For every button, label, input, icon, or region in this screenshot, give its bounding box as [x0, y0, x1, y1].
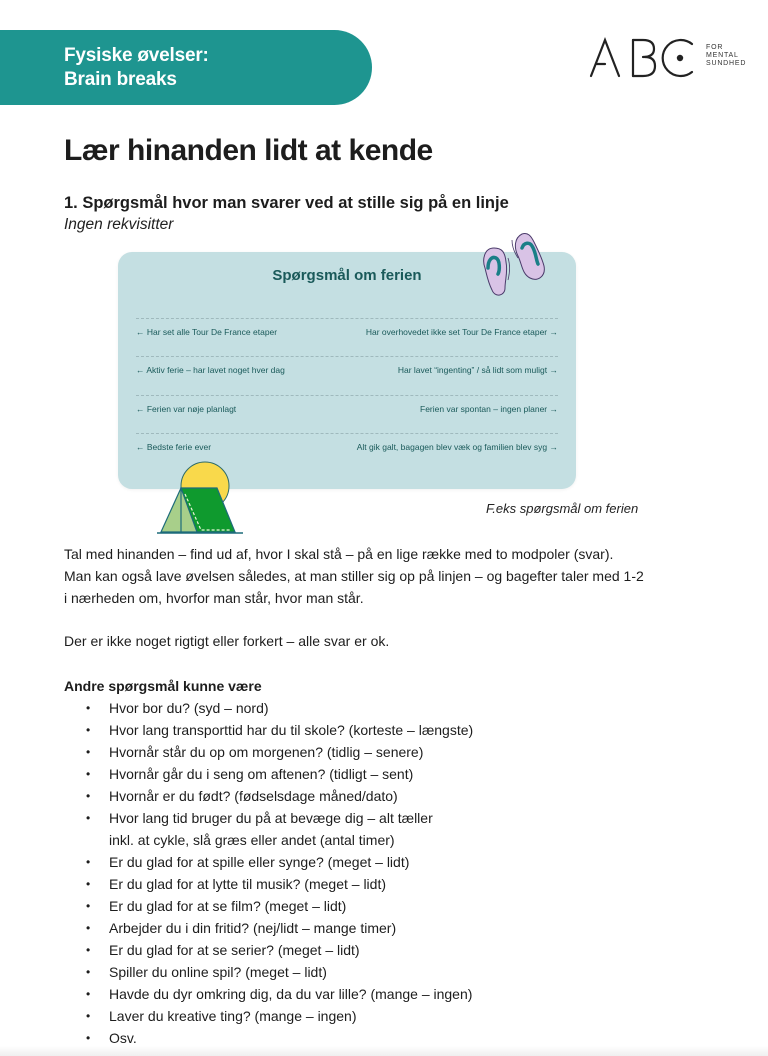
list-item-text: Laver du kreative ting? (mange – ingen) — [109, 1008, 357, 1024]
list-item-text: Hvor lang tid bruger du på at bevæge dig – alt tæller — [109, 810, 433, 826]
list-item — [86, 873, 473, 895]
list-item-text: Er du glad for at spille eller synge? (meget – lidt) — [109, 854, 410, 870]
section-banner — [0, 30, 372, 105]
tent-sun-icon — [155, 460, 245, 536]
list-item-text: Hvor lang transporttid har du til skole? (korteste – længste) — [109, 722, 474, 738]
row-left-pole: ← Aktiv ferie – har lavet noget hver dag — [136, 365, 285, 375]
row-left-pole: ← Ferien var nøje planlagt — [136, 404, 237, 414]
list-item-continuation: inkl. at cykle, slå græs eller andet (antal timer) — [109, 832, 395, 848]
row-left-pole: ← Bedste ferie ever — [136, 442, 212, 452]
row-right-pole: Har overhovedet ikke set Tour De France etaper → — [365, 327, 558, 337]
abc-logo — [588, 36, 758, 80]
page-title: Lær hinanden lidt at kende — [64, 134, 433, 167]
list-item — [86, 917, 473, 939]
figure-caption: F.eks spørgsmål om ferien — [486, 501, 639, 516]
list-item-text: Spiller du online spil? (meget – lidt) — [109, 964, 327, 980]
card-row — [136, 395, 558, 435]
list-item — [86, 961, 473, 983]
card-row — [136, 318, 558, 358]
list-item-text: Hvornår er du født? (fødselsdage måned/dato) — [109, 788, 398, 804]
list-item-text: Er du glad for at se film? (meget – lidt) — [109, 898, 347, 914]
list-item — [86, 807, 473, 851]
paragraph-line: i nærheden om, hvorfor man står, hvor man står. — [64, 590, 364, 606]
logo-tag-line: FOR — [706, 44, 724, 51]
list-item — [86, 741, 473, 763]
list-item — [86, 895, 473, 917]
logo-tagline — [706, 44, 746, 68]
paragraph-line: Tal med hinanden – find ud af, hvor I skal stå – på en lige række med to modpoler (svar). — [64, 546, 614, 562]
questions-list — [86, 697, 473, 1049]
row-right-pole: Alt gik galt, bagagen blev væk og familien blev syg → — [356, 442, 558, 452]
list-item-text: Hvor bor du? (syd – nord) — [109, 700, 269, 716]
list-item — [86, 697, 473, 719]
list-item-text: Hvornår går du i seng om aftenen? (tidligt – sent) — [109, 766, 414, 782]
list-item-text: Osv. — [109, 1030, 137, 1046]
list-item-text: Hvornår står du op om morgenen? (tidlig – senere) — [109, 744, 424, 760]
list-item — [86, 763, 473, 785]
list-item-text: Havde du dyr omkring dig, da du var lille? (mange – ingen) — [109, 986, 473, 1002]
logo-tag-line: SUNDHED — [706, 60, 747, 67]
instruction-paragraph — [64, 543, 664, 609]
flip-flops-icon — [478, 230, 558, 302]
list-item-text: Er du glad for at lytte til musik? (meget – lidt) — [109, 876, 386, 892]
row-right-pole: Ferien var spontan – ingen planer → — [420, 404, 558, 414]
list-item-text: Er du glad for at se serier? (meget – lidt) — [109, 942, 360, 958]
paragraph-line: Man kan også lave øvelsen således, at man stiller sig op på linjen – og bagefter taler med 1-2 — [64, 568, 644, 584]
list-item — [86, 1005, 473, 1027]
page-bottom-edge — [0, 1046, 768, 1056]
section-title: 1. Spørgsmål hvor man svarer ved at stille sig på en linje — [64, 194, 509, 212]
abc-logo-icon — [588, 36, 698, 80]
banner-title-line2: Brain breaks — [64, 69, 177, 90]
list-item — [86, 939, 473, 961]
row-left-pole: ← Har set alle Tour De France etaper — [136, 327, 278, 337]
card-title: Spørgsmål om ferien — [272, 267, 422, 284]
section-subtitle: Ingen rekvisitter — [64, 216, 174, 233]
list-item — [86, 983, 473, 1005]
list-item — [86, 719, 473, 741]
row-right-pole: Har lavet “ingenting” / så lidt som muligt → — [397, 365, 558, 375]
list-item — [86, 785, 473, 807]
banner-title-line1: Fysiske øvelser: — [64, 45, 209, 66]
list-item-text: Arbejder du i din fritid? (nej/lidt – mange timer) — [109, 920, 397, 936]
reassurance-paragraph: Der er ikke noget rigtigt eller forkert – alle svar er ok. — [64, 633, 390, 649]
logo-tag-line: MENTAL — [706, 52, 739, 59]
list-item — [86, 851, 473, 873]
card-row — [136, 356, 558, 396]
questions-list-title: Andre spørgsmål kunne være — [64, 678, 262, 694]
